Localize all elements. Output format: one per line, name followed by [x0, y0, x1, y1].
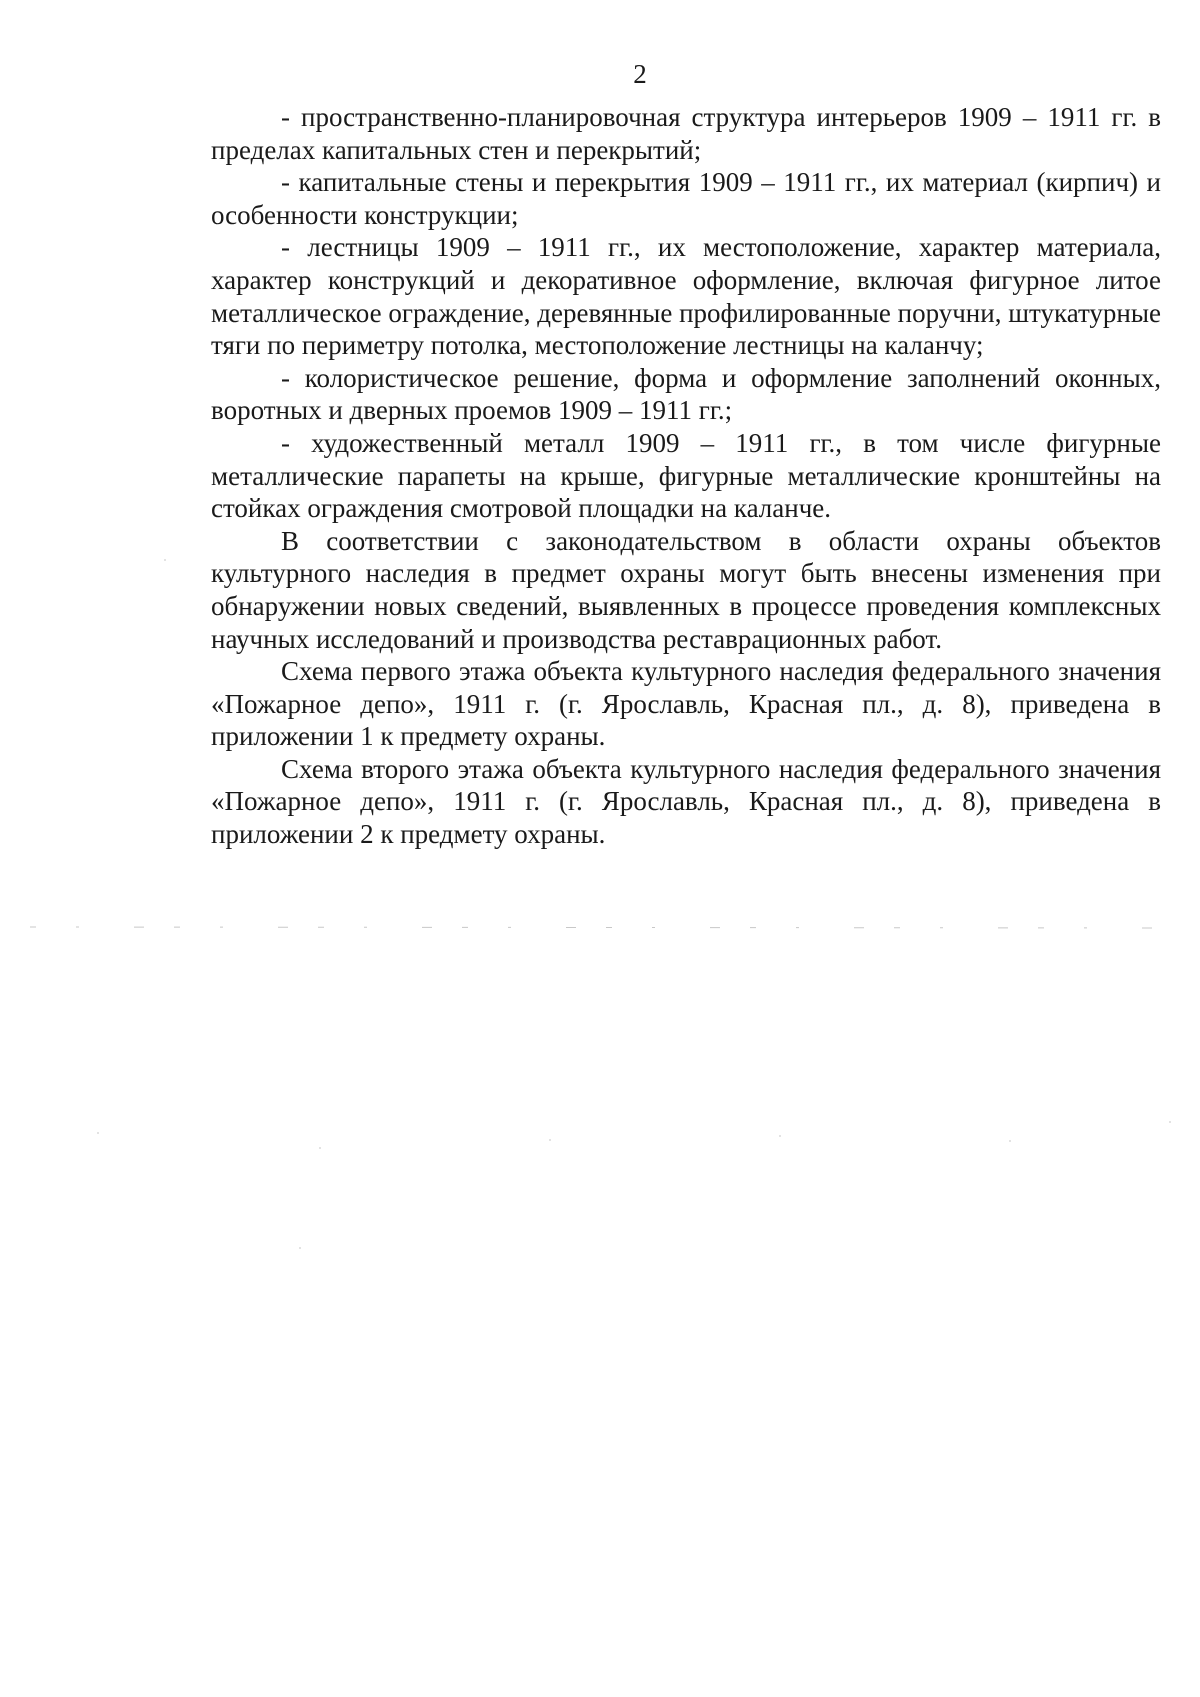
paragraph-staircases: - лестницы 1909 – 1911 гг., их местоположение, характер материала, характер конструкций и декоративное оформление, включая фигурное литое металлическое ограждение, деревянные профилированные поручни, штукатурные тяги по периметру потолка, местоположение лестницы на каланчу;	[211, 232, 1161, 361]
paragraph-color-scheme: - колористическое решение, форма и оформление заполнений оконных, воротных и дверных проемов 1909 – 1911 гг.;	[211, 362, 1161, 426]
paragraph-art-metal: - художественный металл 1909 – 1911 гг., в том числе фигурные металлические парапеты на крыше, фигурные металлические кронштейны на стойках ограждения смотровой площадки на каланче.	[211, 427, 1161, 524]
scan-dust-line	[30, 927, 1180, 928]
paragraph-second-floor-scheme: Схема второго этажа объекта культурного наследия федерального значения «Пожарное депо», 1911 г. (г. Ярославль, Красная пл., д. 8), приведена в приложении 2 к предмету охраны.	[211, 753, 1161, 850]
paragraph-interior-structure: - пространственно-планировочная структура интерьеров 1909 – 1911 гг. в пределах капитальных стен и перекрытий;	[211, 102, 1161, 165]
paragraph-legislation: В соответствии с законодательством в области охраны объектов культурного наследия в предмет охраны могут быть внесены изменения при обнаружении новых сведений, выявленных в процессе проведения комплексных научных исследований и производства реставрационных работ.	[211, 525, 1161, 654]
document-body	[211, 101, 1161, 851]
page-number: 2	[633, 59, 647, 89]
paragraph-first-floor-scheme: Схема первого этажа объекта культурного наследия федерального значения «Пожарное депо», 1911 г. (г. Ярославль, Красная пл., д. 8), приведена в приложении 1 к предмету охраны.	[211, 656, 1161, 752]
paragraph-capital-walls: - капитальные стены и перекрытия 1909 – 1911 гг., их материал (кирпич) и особенности конструкции;	[211, 167, 1161, 230]
